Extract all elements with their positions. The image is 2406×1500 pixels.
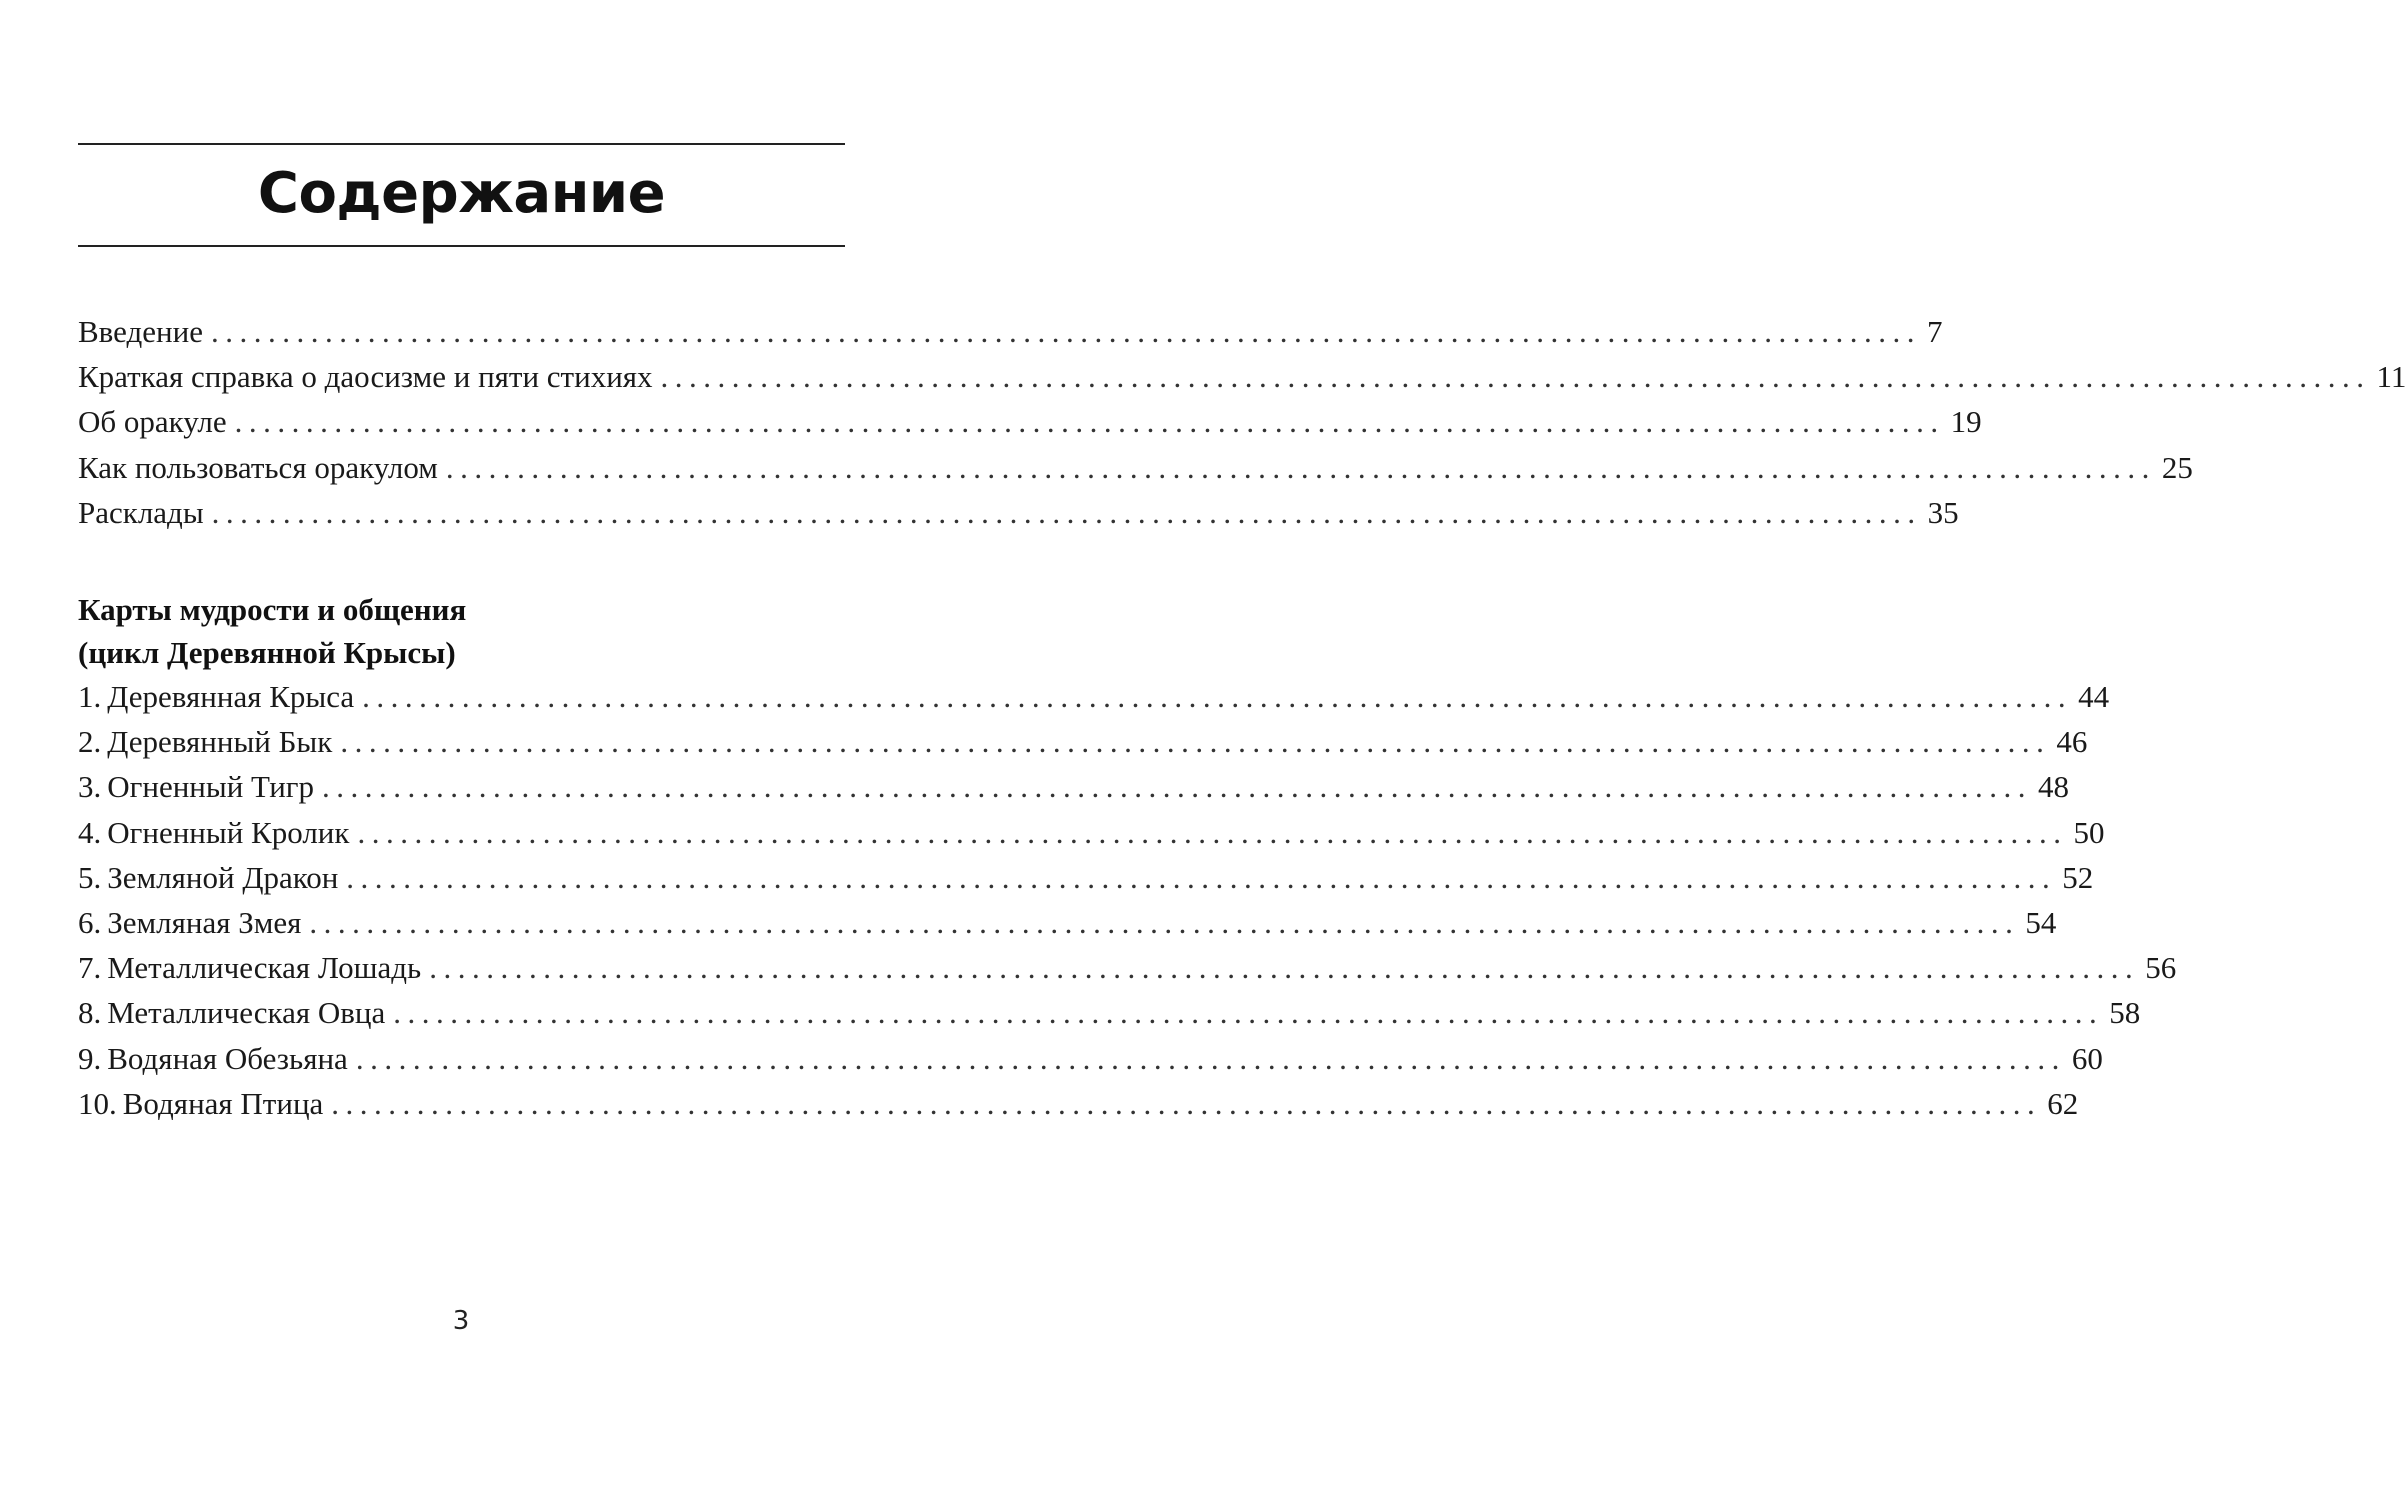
dot-leader: ........................................................................................................................: [340, 724, 2051, 760]
dot-leader: ........................................................................................................................: [355, 1040, 2066, 1076]
toc-entry-number: 7.: [78, 950, 102, 986]
toc-entry-page: 48: [2038, 769, 2070, 805]
toc-entry-page: 35: [1927, 494, 1959, 530]
toc-entry-page: 7: [1926, 314, 1943, 349]
dot-leader: ........................................................................................................................: [660, 359, 2371, 395]
dot-leader: ........................................................................................................................: [346, 859, 2057, 895]
toc-entry-title: Расклады: [78, 494, 204, 530]
toc-entry-title: Об оракуле: [78, 404, 227, 440]
toc-entry-page: 58: [2109, 995, 2141, 1031]
section-heading-subline: (цикл Деревянной Крысы): [78, 635, 456, 670]
toc-entry: [78, 399, 1982, 444]
dot-leader: ........................................................................................................................: [445, 449, 2156, 485]
dot-leader: ........................................................................................................................: [309, 904, 2020, 940]
title-rule-top: [78, 143, 845, 145]
dot-leader: ........................................................................................................................: [234, 404, 1945, 440]
dot-leader: ........................................................................................................................: [393, 995, 2104, 1031]
toc-entry-number: 3.: [78, 769, 102, 805]
toc-entry: [78, 945, 2177, 990]
section-heading-line: Карты мудрости и общения: [78, 592, 467, 627]
section-heading: [78, 588, 845, 674]
dot-leader: ........................................................................................................................: [362, 679, 2073, 714]
toc-entry-page: 56: [2145, 950, 2177, 986]
toc-entry-title: Водяная Птица: [122, 1085, 324, 1121]
toc-entry-title: Введение: [78, 314, 203, 349]
toc-entry-title: Краткая справка о даосизме и пяти стихиях: [78, 359, 653, 395]
toc-entry: [78, 719, 2088, 764]
toc-entry-title: Огненный Кролик: [107, 814, 350, 850]
toc-intro-list: [78, 309, 2406, 535]
toc-entry-number: 2.: [78, 724, 102, 760]
toc-entry: [78, 990, 2141, 1035]
toc-entry-page: 46: [2056, 724, 2088, 760]
toc-entry: [78, 764, 2070, 809]
toc-entry-page: 62: [2047, 1085, 2079, 1121]
toc-entry-title: Деревянная Крыса: [107, 679, 355, 714]
toc-entry: [78, 810, 2105, 855]
page-title: Содержание: [257, 161, 666, 226]
toc-entry-page: 25: [2161, 449, 2193, 485]
toc-entry-page: 11: [2376, 359, 2406, 395]
toc-entry-page: 54: [2025, 904, 2057, 940]
dot-leader: ........................................................................................................................: [429, 950, 2140, 986]
toc-entry-title: Металлическая Овца: [107, 995, 386, 1031]
toc-entry-number: 9.: [78, 1040, 102, 1076]
toc-entry-title: Деревянный Бык: [107, 724, 333, 760]
toc-entry: [78, 490, 1959, 535]
toc-entry: [78, 900, 2057, 945]
toc-entry: [78, 445, 2193, 490]
toc-entry: [78, 1081, 2079, 1126]
toc-entry: [78, 855, 2094, 900]
dot-leader: ........................................................................................................................: [331, 1085, 2042, 1121]
toc-entry: [78, 354, 2406, 399]
toc-entry-title: Огненный Тигр: [107, 769, 315, 805]
toc-entry-page: 19: [1950, 404, 1982, 440]
toc-entry-number: 5.: [78, 859, 102, 895]
toc-entry-page: 50: [2073, 814, 2105, 850]
toc-entry-title: Земляной Дракон: [107, 859, 339, 895]
dot-leader: ........................................................................................................................: [357, 814, 2068, 850]
toc-entry: [78, 1036, 2103, 1081]
toc-entry-number: 1.: [78, 679, 102, 714]
dot-leader: ........................................................................................................................: [211, 494, 1922, 530]
title-rule-bottom: [78, 245, 845, 247]
page-number: 3: [452, 1306, 470, 1336]
toc-entry-title: Водяная Обезьяна: [107, 1040, 348, 1076]
toc-entry-number: 6.: [78, 904, 102, 940]
toc-entry-title: Как пользоваться оракулом: [78, 449, 438, 485]
toc-entry-page: 52: [2062, 859, 2094, 895]
dot-leader: ........................................................................................................................: [322, 769, 2033, 805]
toc-section-list: [78, 674, 2177, 1126]
toc-entry-title: Металлическая Лошадь: [107, 950, 422, 986]
toc-entry-page: 44: [2078, 679, 2110, 714]
toc-entry: [78, 309, 1943, 354]
toc-entry-title: Земляная Змея: [107, 904, 302, 940]
toc-entry-number: 8.: [78, 995, 102, 1031]
toc-entry: [78, 674, 2110, 719]
toc-entry-number: 4.: [78, 814, 102, 850]
toc-entry-number: 10.: [78, 1085, 117, 1121]
toc-entry-page: 60: [2071, 1040, 2103, 1076]
dot-leader: ........................................................................................................................: [210, 314, 1921, 349]
